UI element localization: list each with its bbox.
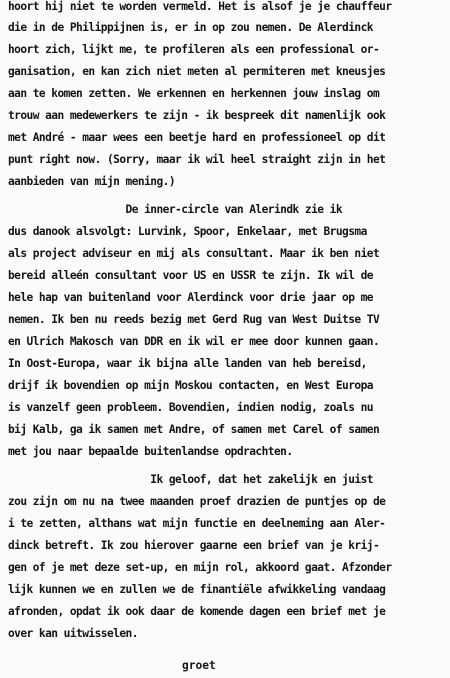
letter-line: nemen. Ik ben nu reeds bezig met Gerd Rug van West Duitse TV <box>8 313 380 326</box>
letter-line: drijf ik bovendien op mijn Moskou contacten, en West Europa <box>8 379 373 392</box>
letter-line: lijk kunnen we en zullen we de finantiële afwikkeling vandaag <box>8 583 386 596</box>
letter-line: ganisation, en kan zich niet meten al permiteren met kneusjes <box>8 65 386 78</box>
letter-line: aan te komen zetten. We erkennen en herkennen jouw inslag om <box>8 87 380 100</box>
letter-line: punt right now. (Sorry, maar ik wil heel straight zijn in het <box>8 153 386 166</box>
letter-line: dus danook alsvolgt: Lurvink, Spoor, Enkelaar, met Brugsma <box>8 225 367 238</box>
letter-line: i te zetten, althans wat mijn functie en deelneming aan Aler- <box>8 517 386 530</box>
letter-line: dinck betreft. Ik zou hierover gaarne een brief van je krij- <box>8 539 380 552</box>
letter-line: als project adviseur en mij als consultant. Maar ik ben niet <box>8 247 380 260</box>
letter-line: hoort zich, lijkt me, te profileren als een professional or- <box>8 43 380 56</box>
letter-line: over kan uitwisselen. <box>8 627 138 640</box>
letter-line: afronden, opdat ik ook daar de komende dagen een brief met je <box>8 605 386 618</box>
letter-line: zou zijn om nu na twee maanden proef drazien de puntjes op de <box>8 495 386 508</box>
letter-line: bereid alleén consultant voor US en USSR te zijn. Ik wil de <box>8 269 373 282</box>
letter-line: De inner-circle van Alerindk zie ik <box>8 203 343 216</box>
letter-line: aanbieden van mijn mening.) <box>8 175 176 188</box>
letter-line: hele hap van buitenland voor Alerdinck voor drie jaar op me <box>8 291 373 304</box>
letter-line: hoort hij niet te worden vermeld. Het is alsof je je chauffeur <box>8 0 392 13</box>
letter-line: In Oost-Europa, waar ik bijna alle landen van heb bereisd, <box>8 357 367 370</box>
letter-line: gen of je met deze set-up, en mijn rol, akkoord gaat. Afzonder <box>8 561 392 574</box>
letter-closing: groet <box>182 659 216 672</box>
letter-line: met jou naar bepaalde buitenlandse opdrachten. <box>8 445 293 458</box>
letter-line: met André - maar wees een beetje hard en professioneel op dit <box>8 131 386 144</box>
letter-line: trouw aan medewerkers te zijn - ik bespreek dit namenlijk ook <box>8 109 386 122</box>
letter-line: is vanzelf geen probleem. Bovendien, indien nodig, zoals nu <box>8 401 373 414</box>
letter-line: Ik geloof, dat het zakelijk en juist <box>8 473 373 486</box>
letter-line: die in de Philippijnen is, er in op zou nemen. De Alerdinck <box>8 21 373 34</box>
letter-line: en Ulrich Makosch van DDR en ik wil er mee door kunnen gaan. <box>8 335 380 348</box>
letter-line: bij Kalb, ga ik samen met Andre, of samen met Carel of samen <box>8 423 380 436</box>
